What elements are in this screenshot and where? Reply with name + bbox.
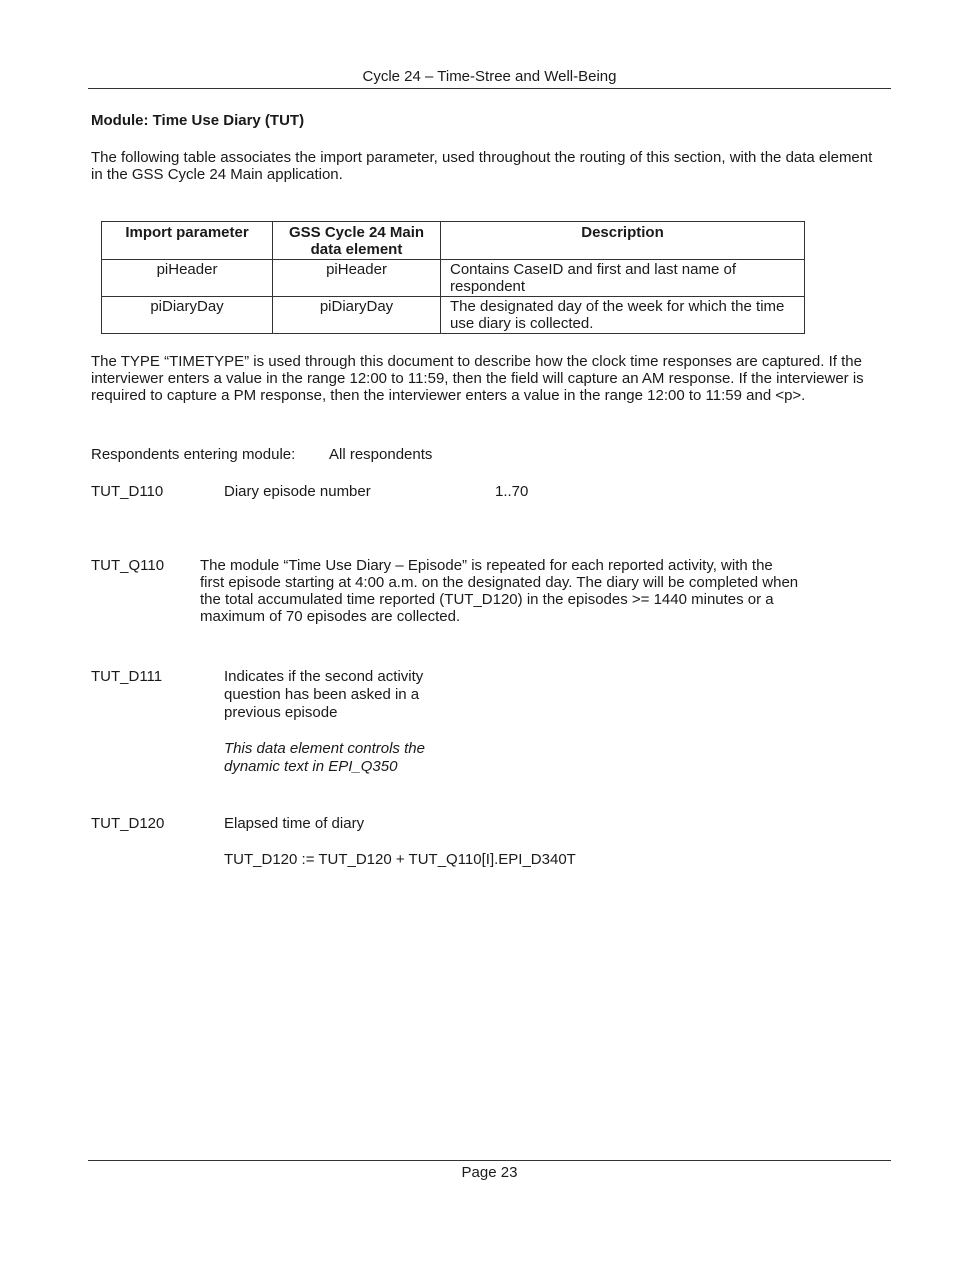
page-number: Page 23 bbox=[461, 1164, 518, 1181]
tut-d120-code: TUT_D120 bbox=[91, 815, 165, 832]
table-header-cell: Import parameter bbox=[102, 222, 273, 260]
table-row bbox=[102, 297, 805, 334]
tut-d110-range: 1..70 bbox=[495, 483, 529, 500]
table-cell: piHeader bbox=[273, 260, 441, 297]
tut-q110-code: TUT_Q110 bbox=[91, 557, 165, 574]
tut-q110-text: The module “Time Use Diary – Episode” is repeated for each reported activity, with the first episode starting at 4:00 a.m. on the designated day. The diary will be completed when the total accumulated time reported (TUT_D120) in the episodes >= 1440 minutes or a maximum of 70 episodes are collected. bbox=[200, 557, 799, 625]
footer-rule bbox=[88, 1160, 891, 1161]
table-cell: piDiaryDay bbox=[273, 297, 441, 334]
table-header-row bbox=[102, 222, 805, 260]
tut-d111-code: TUT_D111 bbox=[91, 668, 163, 685]
tut-d120-description: Elapsed time of diary bbox=[224, 815, 365, 832]
module-title: Module: Time Use Diary (TUT) bbox=[91, 112, 305, 129]
table-cell: The designated day of the week for which the time use diary is collected. bbox=[441, 297, 805, 334]
import-parameter-table bbox=[101, 221, 805, 334]
table-row bbox=[102, 260, 805, 297]
respondents-label: Respondents entering module: bbox=[91, 446, 296, 463]
table-header-cell: Description bbox=[441, 222, 805, 260]
table-header-cell: GSS Cycle 24 Main data element bbox=[273, 222, 441, 260]
tut-d111-text: Indicates if the second activity question has been asked in a previous episode bbox=[224, 668, 424, 721]
tut-d120-formula: TUT_D120 := TUT_D120 + TUT_Q110[I].EPI_D340T bbox=[224, 851, 576, 868]
intro-paragraph: The following table associates the import parameter, used throughout the routing of this section, with the data element in the GSS Cycle 24 Main application. bbox=[91, 149, 873, 183]
timetype-paragraph: The TYPE “TIMETYPE” is used through this document to describe how the clock time responses are captured. If the interviewer enters a value in the range 12:00 to 11:59, then the field will capture an AM response. If the interviewer is required to capture a PM response, then the interviewer enters a value in the range 12:00 to 11:59 and <p>. bbox=[91, 353, 864, 404]
tut-d111-note: This data element controls the dynamic text in EPI_Q350 bbox=[224, 740, 425, 775]
respondents-value: All respondents bbox=[329, 446, 433, 463]
table-cell: piDiaryDay bbox=[102, 297, 273, 334]
tut-d110-description: Diary episode number bbox=[224, 483, 371, 500]
table-cell: piHeader bbox=[102, 260, 273, 297]
header-rule bbox=[88, 88, 891, 89]
tut-d110-code: TUT_D110 bbox=[91, 483, 164, 500]
running-header: Cycle 24 – Time-Stree and Well-Being bbox=[362, 68, 617, 85]
table-cell: Contains CaseID and first and last name of respondent bbox=[441, 260, 805, 297]
